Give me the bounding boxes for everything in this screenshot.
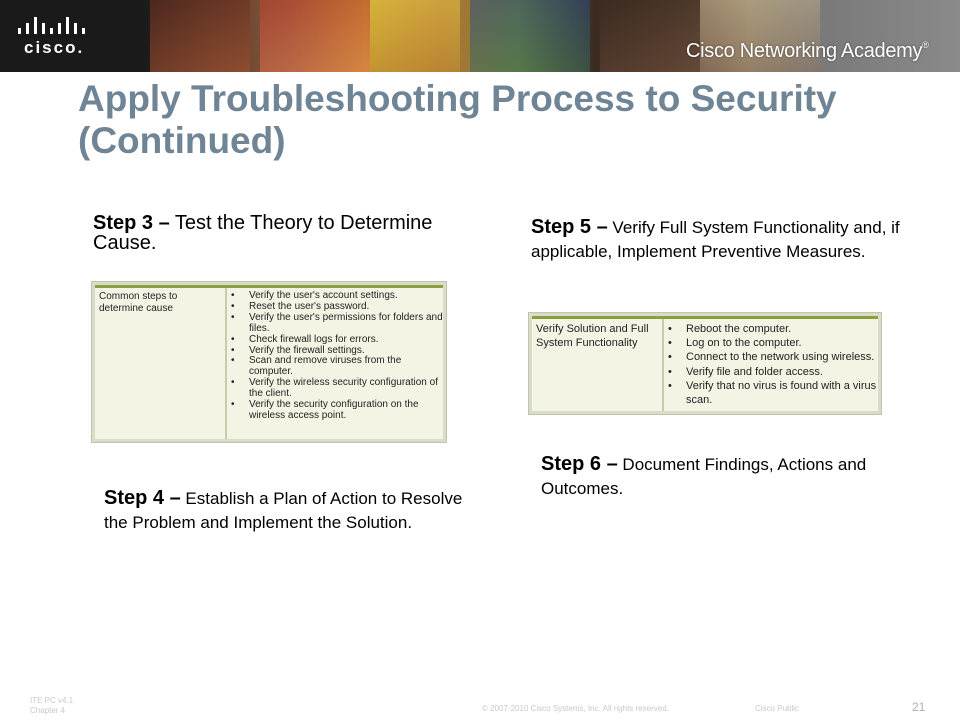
trademark-symbol: ®	[922, 40, 929, 50]
header-banner	[0, 0, 960, 72]
table-accent-line	[532, 316, 878, 319]
step-5-heading	[531, 215, 931, 264]
footer-course: ITE PC v4.1	[30, 696, 74, 705]
list-item: • Verify the user's permissions for folders and files.	[231, 313, 443, 335]
list-item: • Verify the security configuration on the wireless access point.	[231, 400, 443, 422]
table-left-cell: Common steps to determine cause	[99, 291, 178, 314]
banner-photo	[600, 0, 700, 72]
list-item: • Connect to the network using wireless.	[668, 350, 878, 364]
cisco-logo[interactable]	[18, 16, 88, 58]
page-number: 21	[912, 700, 926, 714]
list-item: • Log on to the computer.	[668, 336, 878, 350]
step-5-label: Step 5 –	[531, 216, 608, 238]
step-5-table	[529, 313, 881, 414]
table-bullet-list	[668, 322, 878, 407]
table-divider	[662, 319, 664, 411]
step-3-heading	[93, 213, 473, 253]
footer-copyright: © 2007-2010 Cisco Systems, Inc. All rights reserved.	[482, 704, 669, 713]
list-item: • Check firewall logs for errors.	[231, 335, 443, 346]
footer-course-info	[30, 696, 73, 716]
step-6-label: Step 6 –	[541, 453, 618, 475]
step-5-text: Verify Full System Functionality and, if applicable, Implement Preventive Measures.	[531, 218, 900, 261]
list-item: • Verify that no virus is found with a virus scan.	[668, 379, 878, 407]
academy-text: Cisco Networking Academy	[686, 40, 923, 62]
step-4-text: Establish a Plan of Action to Resolve the Problem and Implement the Solution.	[104, 489, 463, 532]
list-item: • Scan and remove viruses from the computer.	[231, 356, 443, 378]
table-bullet-list	[231, 291, 443, 422]
cisco-bars-icon	[18, 16, 88, 34]
step-6-heading	[541, 452, 941, 501]
step-6-text: Document Findings, Actions and Outcomes.	[541, 455, 867, 498]
table-divider	[225, 288, 227, 439]
banner-photo	[150, 0, 250, 72]
list-item: • Reboot the computer.	[668, 322, 878, 336]
step-4-heading	[104, 486, 464, 535]
list-item: • Verify file and folder access.	[668, 365, 878, 379]
list-item: • Verify the user's account settings.	[231, 291, 443, 302]
banner-photo	[370, 0, 460, 72]
step-3-label: Step 3 –	[93, 212, 170, 234]
list-item: • Verify the wireless security configuration of the client.	[231, 378, 443, 400]
networking-academy-label	[686, 40, 929, 63]
slide-title: Apply Troubleshooting Process to Security (Continued)	[78, 78, 837, 161]
step-3-text: Test the Theory to Determine Cause.	[93, 212, 433, 254]
table-accent-line	[95, 285, 443, 288]
footer-chapter: Chapter 4	[30, 706, 66, 715]
table-left-cell: Verify Solution and Full System Functionality	[536, 323, 649, 349]
banner-photo	[260, 0, 370, 72]
banner-photo	[470, 0, 590, 72]
cisco-logo-text: cisco.	[24, 38, 85, 57]
step-4-label: Step 4 –	[104, 487, 181, 509]
footer-classification: Cisco Public	[755, 704, 800, 713]
step-3-table	[92, 282, 446, 442]
list-item: • Reset the user's password.	[231, 302, 443, 313]
list-item: • Verify the firewall settings.	[231, 346, 443, 357]
